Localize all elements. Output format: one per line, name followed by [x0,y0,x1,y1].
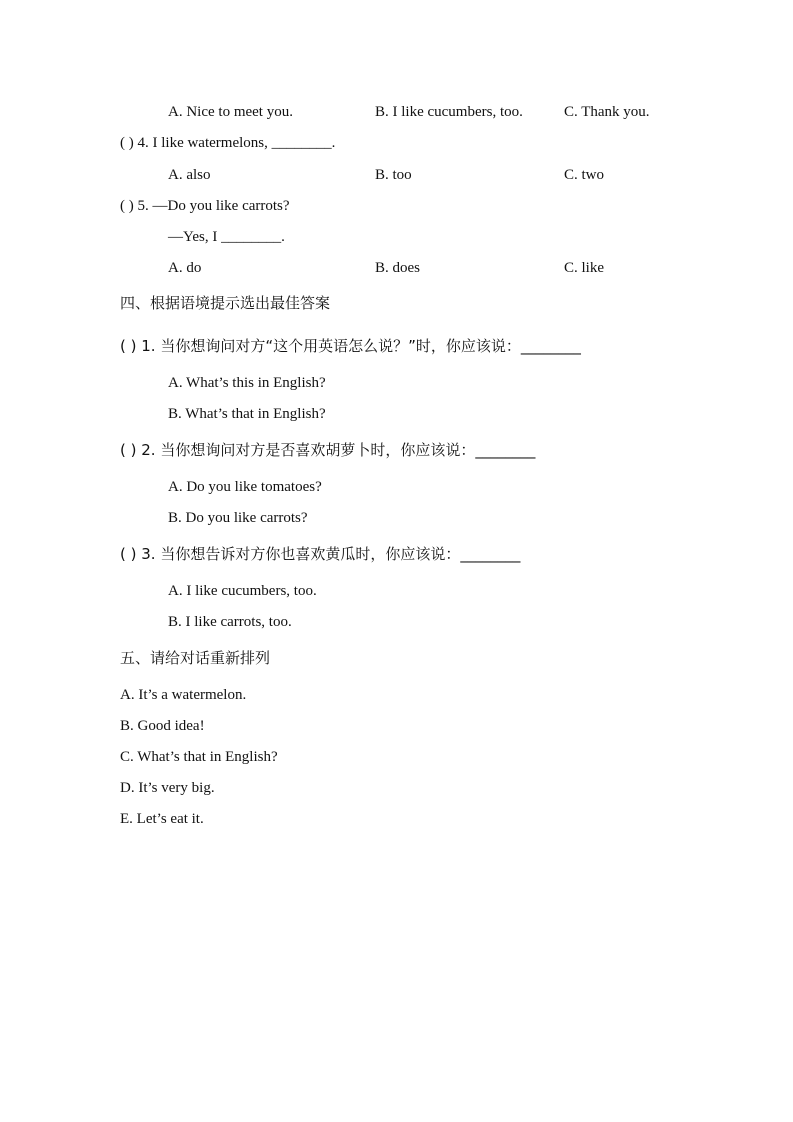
p4-q3-option-a: A. I like cucumbers, too. [168,583,317,599]
q5-option-b: B. does [375,260,420,276]
q5-reply: —Yes, I ________. [168,229,285,245]
q4-option-b: B. too [375,167,412,183]
q5-option-c: C. like [564,260,604,276]
p4-q1-stem: ( ) 1. 当你想询问对方“这个用英语怎么说？”时，你应该说：________ [120,337,581,355]
list-item: C. What’s that in English? [120,749,278,765]
list-item: D. It’s very big. [120,780,215,796]
q3-option-a: A. Nice to meet you. [168,104,293,120]
p4-q1-option-b: B. What’s that in English? [168,406,326,422]
q4-stem: ( ) 4. I like watermelons, ________. [120,135,336,151]
list-item: E. Let’s eat it. [120,811,204,827]
q5-stem: ( ) 5. —Do you like carrots? [120,198,290,214]
p4-q1-option-a: A. What’s this in English? [168,375,326,391]
p4-q2-stem: ( ) 2. 当你想询问对方是否喜欢胡萝卜时，你应该说：________ [120,441,536,459]
q3-option-c: C. Thank you. [564,104,650,120]
p4-q2-option-a: A. Do you like tomatoes? [168,479,322,495]
q4-option-c: C. two [564,167,605,183]
p4-q2-option-b: B. Do you like carrots? [168,510,308,526]
list-item: A. It’s a watermelon. [120,687,247,703]
q4-option-a: A. also [168,167,211,183]
part5-heading: 五、请给对话重新排列 [120,649,271,667]
q3-option-b: B. I like cucumbers, too. [375,104,523,120]
list-item: B. Good idea! [120,718,205,734]
part4-heading: 四、根据语境提示选出最佳答案 [120,294,331,312]
p4-q3-option-b: B. I like carrots, too. [168,614,292,630]
p4-q3-stem: ( ) 3. 当你想告诉对方你也喜欢黄瓜时，你应该说：________ [120,545,521,563]
q5-option-a: A. do [168,260,202,276]
